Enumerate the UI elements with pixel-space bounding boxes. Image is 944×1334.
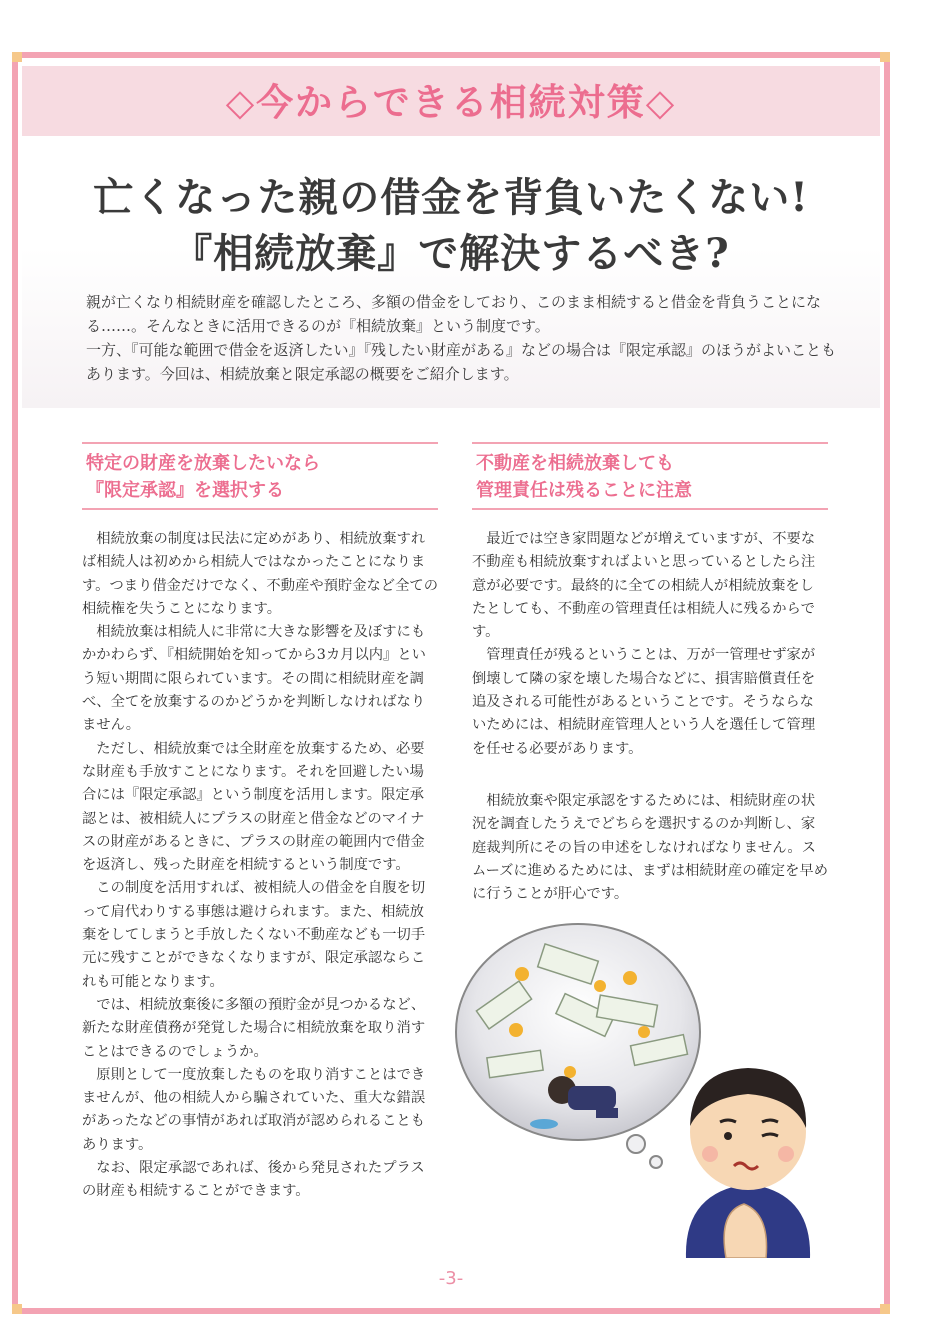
left-paragraph: 原則として一度放棄したものを取り消すことはできませんが、他の相続人から騙されていた、重大な錯誤があったなどの事情があれば取消が認められることもあります。 xyxy=(82,1066,426,1153)
right-paragraph: 最近では空き家問題などが増えていますが、不要な不動産も相続放棄すればよいと思っているとしたら注意が必要です。最終的に全ての相続人が相続放棄をしたとしても、不動産の管理責任は相続人に残るからです。 xyxy=(472,531,816,641)
frame-corner-bottom-left xyxy=(12,1304,22,1314)
left-heading-line-1: 特定の財産を放棄したいなら xyxy=(86,453,320,474)
headline-line-1: 亡くなった親の借金を背負いたくない! xyxy=(93,174,809,221)
frame-corner-top-left xyxy=(12,52,22,62)
right-heading-line-1: 不動産を相続放棄しても xyxy=(476,453,674,474)
intro-paragraph-2: 一方、『可能な範囲で借金を返済したい』『残したい財産がある』などの場合は『限定承認』のほうがよいこともあります。今回は、相続放棄と限定承認の概要をご紹介します。 xyxy=(86,341,837,383)
left-paragraph: 相続放棄の制度は民法に定めがあり、相続放棄すれば相続人は初めから相続人ではなかったことになります。つまり借金だけでなく、不動産や預貯金など全ての相続権を失うことになります。 xyxy=(82,531,438,617)
left-paragraph: 相続放棄は相続人に非常に大きな影響を及ぼすにもかかわらず、『相続開始を知ってから3カ月以内』という短い期間に限られています。その間に相続財産を調べ、全てを放棄するのかどうかを判断しなければなりません。 xyxy=(82,624,426,734)
left-paragraph: この制度を活用すれば、被相続人の借金を自腹を切って肩代わりする事態は避けられます。また、相続放棄をしてしまうと手放したくない不動産なども一切手元に残すことができなくなりますが、限定承認ならこれも可能となります。 xyxy=(82,880,426,990)
frame-corner-top-right xyxy=(880,52,890,62)
series-title: ◇今からできる相続対策◇ xyxy=(225,81,677,124)
headline-line-2: 『相続放棄』で解決するべき? xyxy=(172,230,730,277)
right-heading-line-2: 管理責任は残ることに注意 xyxy=(476,480,692,501)
page-number: -3- xyxy=(438,1268,464,1289)
intro-paragraph-1: 親が亡くなり相続財産を確認したところ、多額の借金をしており、このまま相続すると借金を背負うことになる……。そんなときに活用できるのが『相続放棄』という制度です。 xyxy=(86,293,822,335)
right-paragraph: 管理責任が残るということは、万が一管理せず家が倒壊して隣の家を壊した場合などに、損害賠償責任を追及される可能性があるということです。そうならないためには、相続財産管理人という人を選任して管理を任せる必要があります。 xyxy=(472,647,816,757)
left-column-text xyxy=(82,528,438,1204)
worried-man-money-thought-icon xyxy=(448,922,880,1258)
left-paragraph: ただし、相続放棄では全財産を放棄するため、必要な財産も手放すことになります。それを回避したい場合には『限定承認』という制度を活用します。限定承認とは、被相続人にプラスの財産と借金などのマイナスの財産があるときに、プラスの財産の範囲内で借金を返済し、残った財産を相続するという制度です。 xyxy=(82,740,425,874)
left-heading-line-2: 『限定承認』を選択する xyxy=(86,480,284,501)
left-paragraph: では、相続放棄後に多額の預貯金が見つかるなど、新たな財産債務が発覚した場合に相続放棄を取り消すことはできるのでしょうか。 xyxy=(82,996,426,1060)
right-closing-paragraph: 相続放棄や限定承認をするためには、相続財産の状況を調査したうえでどちらを選択するのか判断し、家庭裁判所にその旨の申述をしなければなりません。スムーズに進めるためには、まずは相続財産の確定を早めに行うことが肝心です。 xyxy=(472,793,828,903)
right-closing-text xyxy=(472,790,828,906)
left-paragraph: なお、限定承認であれば、後から発見されたプラスの財産も相続することができます。 xyxy=(82,1160,425,1200)
frame-corner-bottom-right xyxy=(880,1304,890,1314)
right-section-heading xyxy=(472,442,828,510)
intro-text xyxy=(86,290,846,386)
left-section-heading xyxy=(82,442,438,510)
right-column-text xyxy=(472,528,828,761)
